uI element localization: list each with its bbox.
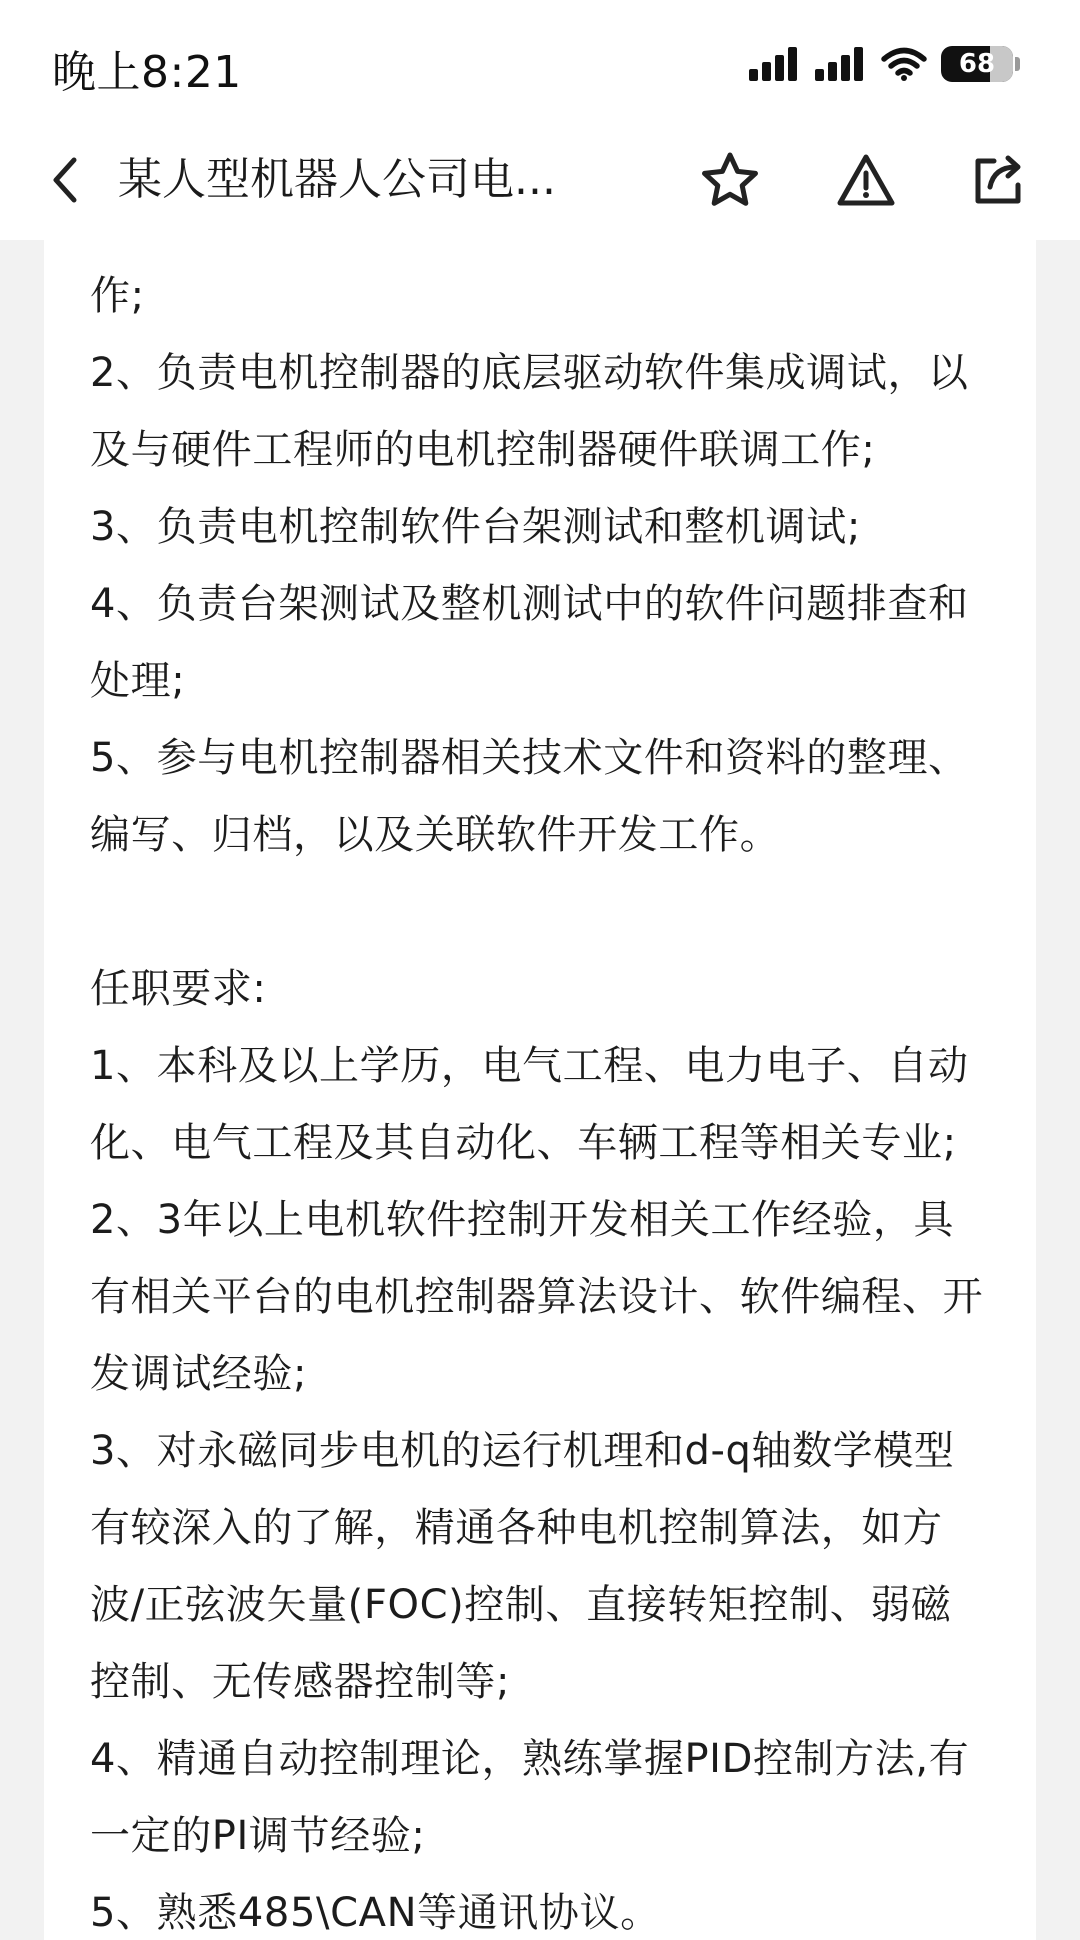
share-button[interactable] [964, 144, 1036, 216]
wifi-icon [881, 47, 927, 81]
status-time: 晚上8:21 [52, 47, 242, 98]
report-button[interactable] [830, 144, 902, 216]
text-line: 3、负责电机控制软件台架测试和整机调试; [90, 504, 861, 550]
text-line: 任职要求: [90, 966, 267, 1012]
text-line: 4、精通自动控制理论，熟练掌握PID控制方法,有 [90, 1736, 970, 1782]
text-line [90, 874, 1010, 951]
text-line: 4、负责台架测试及整机测试中的软件问题排查和 [90, 581, 969, 627]
signal-bars-icon [749, 47, 801, 81]
nav-bar [0, 120, 1080, 240]
page-title: 某人型机器人公司电... [118, 154, 556, 205]
text-line: 一定的PI调节经验; [90, 1813, 426, 1859]
favorite-button[interactable] [694, 144, 766, 216]
text-line: 5、参与电机控制器相关技术文件和资料的整理、 [90, 735, 969, 781]
status-icons [749, 44, 1020, 84]
text-line: 编写、归档，以及关联软件开发工作。 [90, 812, 781, 858]
back-arrow-icon [46, 156, 86, 204]
text-line: 控制、无传感器控制等; [90, 1659, 511, 1705]
battery-level: 68 [958, 49, 996, 79]
text-line: 波/正弦波矢量(FOC)控制、直接转矩控制、弱磁 [90, 1582, 952, 1628]
text-line: 5、熟悉485\CAN等通讯协议。 [90, 1890, 661, 1936]
battery-icon [941, 46, 1013, 82]
star-icon [700, 151, 760, 209]
job-description-text [90, 258, 1010, 1940]
job-description-card [44, 240, 1036, 1940]
text-line: 有相关平台的电机控制器算法设计、软件编程、开 [90, 1274, 984, 1320]
signal-bars-icon [815, 47, 867, 81]
text-line: 及与硬件工程师的电机控制器硬件联调工作; [90, 427, 876, 473]
warning-icon [836, 153, 896, 207]
text-line: 处理; [90, 658, 186, 704]
text-line: 2、3年以上电机软件控制开发相关工作经验，具 [90, 1197, 955, 1243]
back-button[interactable] [36, 150, 96, 210]
text-line: 3、对永磁同步电机的运行机理和d-q轴数学模型 [90, 1428, 955, 1474]
text-line: 有较深入的了解，精通各种电机控制算法，如方 [90, 1505, 943, 1551]
text-line: 发调试经验; [90, 1351, 308, 1397]
text-line: 作; [90, 273, 145, 319]
share-icon [972, 153, 1028, 207]
text-line: 化、电气工程及其自动化、车辆工程等相关专业; [90, 1120, 957, 1166]
text-line: 1、本科及以上学历，电气工程、电力电子、自动 [90, 1043, 969, 1089]
battery-cap [1015, 57, 1020, 71]
status-bar [0, 0, 1080, 120]
text-line: 2、负责电机控制器的底层驱动软件集成调试，以 [90, 350, 969, 396]
